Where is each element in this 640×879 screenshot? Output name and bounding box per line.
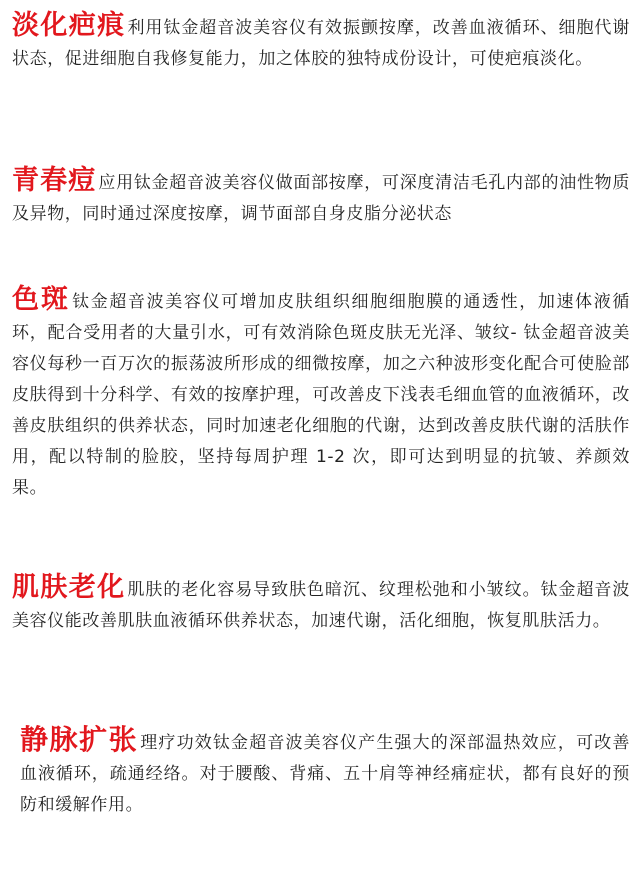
section-text: 钛金超音波美容仪可增加皮肤组织细胞细胞膜的通透性，加速体液循环，配合受用者的大量引水，可有效消除色斑皮肤无光泽、皱纹- 钛金超音波美容仪每秒一百万次的振荡波所形成的细微按摩，加之六种波形变化配合可使脸部皮肤得到十分科学、有效的按摩护理，可改善皮下浅表毛细血管的血液循环，改善皮肤组织的供养状态，同时加速老化细胞的代谢，达到改善皮肤代谢的活肤作用，配以特制的脸胶，坚持每周护理 1-2 次，即可达到明显的抗皱、养颜效果。 bbox=[12, 292, 631, 498]
section-text: 理疗功效钛金超音波美容仪产生强大的深部温热效应，可改善血液循环，疏通经络。对于腰酸、背痛、五十肩等神经痛症状，都有良好的预防和缓解作用。 bbox=[20, 733, 630, 815]
section-skin-aging bbox=[12, 572, 630, 637]
section-text: 肌肤的老化容易导致肤色暗沉、纹理松弛和小皱纹。钛金超音波美容仪能改善肌肤血液循环供养状态，加速代谢，活化细胞，恢复肌肤活力。 bbox=[12, 580, 630, 631]
section-term: 肌肤老化 bbox=[12, 572, 126, 603]
section-term: 静脉扩张 bbox=[20, 723, 139, 756]
section-acne bbox=[12, 165, 630, 230]
section-term: 青春痘 bbox=[12, 165, 97, 196]
section-text: 应用钛金超音波美容仪做面部按摩，可深度清洁毛孔内部的油性物质及异物，同时通过深度按摩，调节面部自身皮脂分泌状态 bbox=[12, 173, 630, 224]
section-varicose-veins bbox=[20, 724, 630, 821]
section-scar-fading bbox=[12, 10, 630, 75]
section-text: 利用钛金超音波美容仪有效振颤按摩，改善血液循环、细胞代谢状态，促进细胞自我修复能力，加之体胶的独特成份设计，可使疤痕淡化。 bbox=[12, 18, 630, 69]
section-pigmentation bbox=[12, 284, 630, 504]
section-term: 色斑 bbox=[12, 284, 71, 315]
section-term: 淡化疤痕 bbox=[12, 10, 126, 41]
